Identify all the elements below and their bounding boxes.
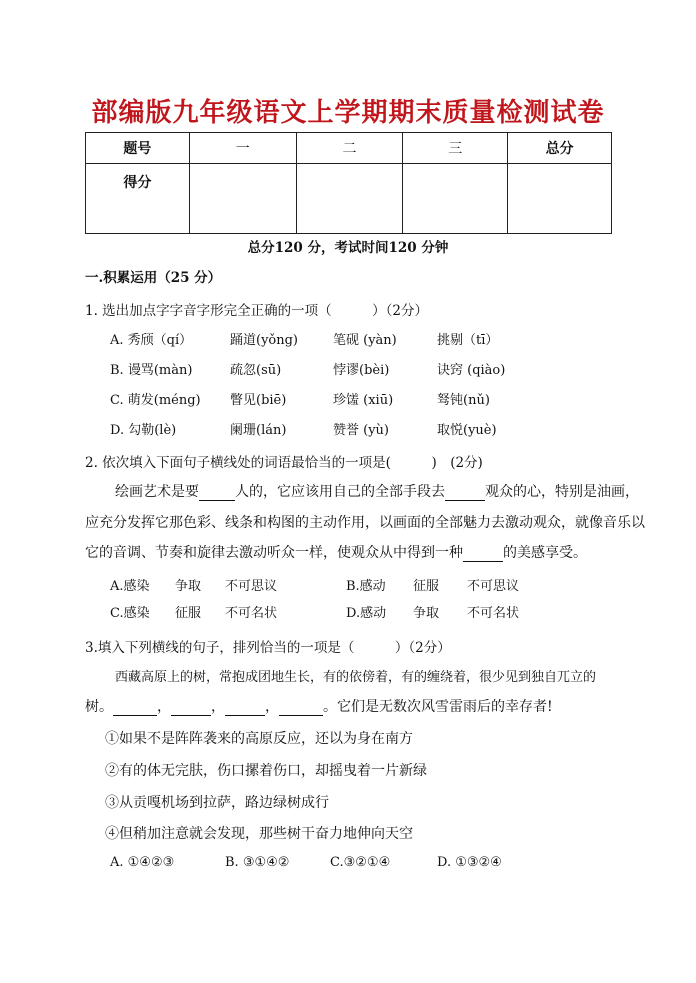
q2-option-a-1: A.感染 — [110, 579, 150, 594]
q1-option-d-2: 阑珊(lán) — [230, 423, 287, 438]
q1-option-a-2: 踊道(yǒng) — [230, 333, 299, 348]
row-label-score: 得分 — [86, 164, 190, 234]
q1-option-a-3: 笔砚 (yàn) — [333, 333, 397, 348]
q1-option-c-3: 珍馐 (xiū) — [333, 393, 394, 408]
score-cell-part-1[interactable] — [189, 164, 296, 234]
q3-item-3: ③从贡嘎机场到拉萨，路边绿树成行 — [105, 795, 329, 811]
q2-paragraph-line-3 — [85, 542, 615, 562]
q1-option-c-1: C. 萌发(méng) — [110, 393, 201, 408]
score-table-score-row — [86, 164, 612, 234]
q1-option-b-4: 诀窍 (qiào) — [437, 363, 506, 378]
q3-item-2: ②有的体无完肤，伤口摞着伤口，却摇曳着一片新绿 — [105, 763, 427, 779]
q2-option-d-1: D.感动 — [346, 606, 387, 621]
q2-option-a-3: 不可思议 — [225, 579, 278, 594]
q3-option-d: D. ①③②④ — [437, 855, 502, 870]
score-cell-part-3[interactable] — [403, 164, 508, 234]
q3-paragraph-line-1: 西藏高原上的树，常抱成团地生长，有的依傍着，有的缠绕着，很少见到独自兀立的 — [115, 670, 597, 685]
q3-option-c: C.③②①④ — [330, 855, 391, 870]
q2-option-c-2: 征服 — [175, 606, 202, 621]
q3-text-2b: 。它们是无数次风雪雷雨后的幸存者! — [323, 699, 553, 715]
q3-blank-2[interactable] — [171, 699, 211, 716]
q2-option-b-1: B.感动 — [346, 579, 386, 594]
score-cell-part-2[interactable] — [296, 164, 403, 234]
q1-option-d-3: 赞誉 (yù) — [333, 423, 389, 438]
exam-info: 总分120 分，考试时间120 分钟 — [247, 240, 449, 256]
q1-option-c-4: 驽钝(nǔ) — [437, 393, 490, 408]
q3-option-a: A. ①④②③ — [110, 855, 175, 870]
header-question-number: 题号 — [86, 133, 190, 164]
q1-option-d-4: 取悦(yuè) — [437, 423, 497, 438]
q2-option-d-3: 不可名状 — [467, 606, 520, 621]
q2-option-b-3: 不可思议 — [467, 579, 520, 594]
header-total: 总分 — [508, 133, 612, 164]
q2-text-3a: 它的音调、节奏和旋律去激动听众一样，使观众从中得到一种 — [85, 545, 463, 561]
question-1-stem: 1. 选出加点字字音字形完全正确的一项（ ）（2分） — [85, 303, 429, 319]
score-table — [85, 132, 612, 234]
q1-option-a-4: 挑剔（tī） — [437, 333, 499, 348]
q3-item-1: ①如果不是阵阵袭来的高原反应，还以为身在南方 — [105, 731, 413, 747]
q1-option-a-1: A. 秀颀（qí） — [110, 333, 193, 348]
q1-option-b-1: B. 谩骂(màn) — [110, 363, 193, 378]
q3-blank-1[interactable] — [113, 699, 157, 716]
q2-option-a-2: 争取 — [175, 579, 202, 594]
q3-item-4: ④但稍加注意就会发现，那些树干奋力地伸向天空 — [105, 826, 413, 842]
q3-option-b: B. ③①④② — [225, 855, 290, 870]
header-part-3: 三 — [403, 133, 508, 164]
q2-option-d-2: 争取 — [413, 606, 440, 621]
q3-blank-4[interactable] — [279, 699, 323, 716]
question-3-stem: 3.填入下列横线的句子，排列恰当的一项是（ ）（2分） — [85, 640, 451, 656]
question-2-stem: 2. 依次填入下面句子横线处的词语最恰当的一项是( ) (2分) — [85, 455, 483, 471]
q2-text-1a: 绘画艺术是要 — [115, 484, 199, 500]
q2-text-1c: 观众的心，特别是油画， — [485, 484, 639, 500]
q3-paragraph-line-2: 树。 ， ， ， 。它们是无数次风雪雷雨后的幸存者! — [85, 699, 553, 715]
q1-option-b-3: 悖谬(bèi) — [333, 363, 390, 378]
q2-option-b-2: 征服 — [413, 579, 440, 594]
q2-paragraph-line-2: 应充分发挥它那色彩、线条和构图的主动作用，以画面的全部魅力去激动观众，就像音乐以 — [85, 515, 645, 531]
header-part-2: 二 — [296, 133, 403, 164]
score-cell-total[interactable] — [508, 164, 612, 234]
q3-blank-3[interactable] — [225, 699, 265, 716]
q2-blank-3[interactable] — [463, 545, 503, 562]
q1-option-b-2: 疏忽(sū) — [230, 363, 282, 378]
q3-text-2a: 树。 — [85, 699, 113, 715]
q2-paragraph-line-1 — [115, 481, 639, 501]
exam-title: 部编版九年级语文上学期期末质量检测试卷 — [91, 98, 605, 128]
q2-text-1b: 人的，它应该用自己的全部手段去 — [235, 484, 445, 500]
header-part-1: 一 — [189, 133, 296, 164]
score-table-header-row — [86, 133, 612, 164]
q2-option-c-1: C.感染 — [110, 606, 150, 621]
q2-option-c-3: 不可名状 — [225, 606, 278, 621]
q2-text-3b: 的美感享受。 — [503, 545, 587, 561]
q1-option-c-2: 瞥见(biē) — [230, 393, 287, 408]
q2-blank-1[interactable] — [199, 484, 235, 501]
section-1-heading: 一.积累运用（25 分） — [85, 270, 222, 286]
q1-option-d-1: D. 勾勒(lè) — [110, 423, 177, 438]
q2-blank-2[interactable] — [445, 484, 485, 501]
